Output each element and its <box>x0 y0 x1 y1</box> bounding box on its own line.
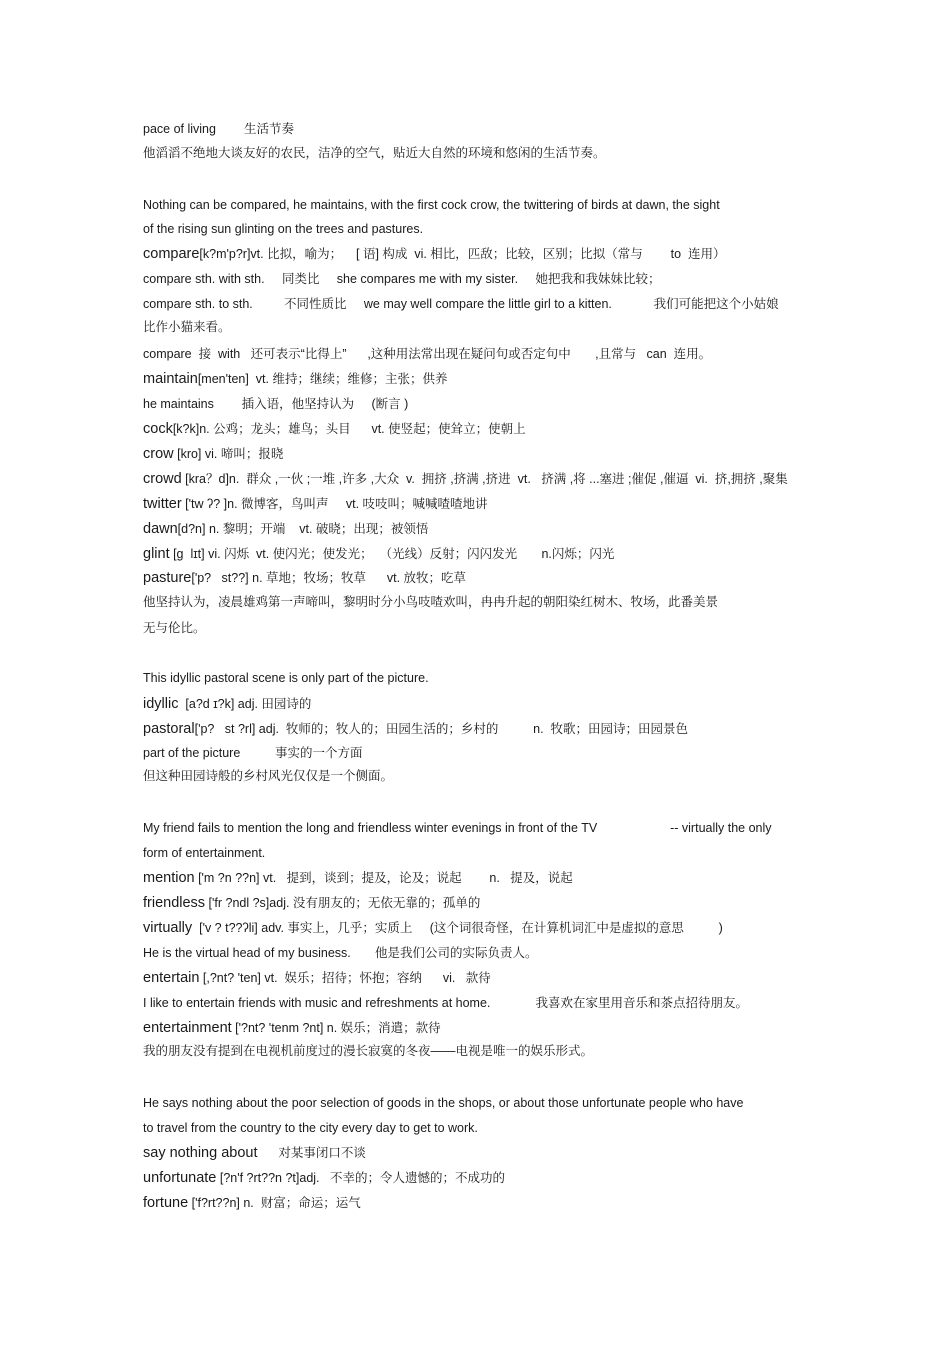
line-part-of-picture <box>143 745 363 761</box>
line-text: 他坚持认为，凌晨雄鸡第一声啼叫，黎明时分小鸟吱喳欢叫，冉冉升起的朝阳染红树木、牧场，此番美景 <box>143 595 719 609</box>
line-text: I like to entertain friends with music and refreshments at home. 我喜欢在家里用音乐和茶点招待朋友。 <box>143 996 749 1010</box>
entry-friendless <box>143 895 480 911</box>
entry-pastoral <box>143 721 688 737</box>
line-text: part of the picture 事实的一个方面 <box>143 746 363 760</box>
line-text: My friend fails to mention the long and friendless winter evenings in front of the TV -- virtually the only <box>143 821 772 835</box>
line-text: compare 接 with 还可表示“比得上” ,这种用法常出现在疑问句或否定句中 ,且常与 can 连用。 <box>143 347 712 361</box>
entry-maintain <box>143 371 447 387</box>
definition: [g lɪt] vi. 闪烁 vt. 使闪光；使发光； （光线）反射；闪闪发光 n.闪烁；闪光 <box>169 547 615 561</box>
entry-crowd <box>143 471 788 487</box>
line-compare-to <box>143 296 779 312</box>
line-text: 无与伦比。 <box>143 621 206 635</box>
definition: [kro] vi. 啼叫；报晓 <box>173 447 284 461</box>
line-translation-1 <box>143 145 606 161</box>
definition: [kra？d]n. 群众 ,一伙 ;一堆 ,许多 ,大众 v. 拥挤 ,挤满 ,挤进 vt. 挤满 ,将 ...塞进 ;催促 ,催逼 vi. 挤,拥挤 ,聚集 <box>181 472 788 486</box>
definition: ['m ?n ??n] vt. 提到，谈到；提及，论及；说起 n. 提及，说起 <box>194 871 573 885</box>
phrase-gloss: 生活节奏 <box>243 122 294 136</box>
headword: crow <box>143 446 174 462</box>
line-translation-2b <box>143 620 206 636</box>
line-text: compare sth. with sth. 同类比 she compares me with my sister. 她把我和我妹妹比较； <box>143 272 661 286</box>
line-virtual-example <box>143 945 538 961</box>
headword: maintain <box>143 371 198 387</box>
headword: unfortunate <box>143 1170 217 1186</box>
line-text: he maintains 插入语，他坚持认为 (断言 ) <box>143 397 409 411</box>
line-text: form of entertainment. <box>143 846 266 860</box>
definition: [k?k]n. 公鸡；龙头；雄鸟；头目 vt. 使竖起；使耸立；使朝上 <box>172 422 526 436</box>
definition: 对某事闭口不谈 <box>257 1146 366 1160</box>
headword: entertainment <box>143 1020 232 1036</box>
entry-fortune <box>143 1195 361 1211</box>
line-compare-with <box>143 271 660 287</box>
entry-cock <box>143 421 526 437</box>
line-text: 比作小猫来看。 <box>143 320 231 334</box>
line-text: This idyllic pastoral scene is only part of the picture. <box>143 671 429 685</box>
line-text: 我的朋友没有提到在电视机前度过的漫长寂寞的冬夜——电视是唯一的娱乐形式。 <box>143 1044 594 1058</box>
definition: ['?nt? 'tenm ?nt] n. 娱乐；消遣；款待 <box>231 1021 441 1035</box>
entry-entertainment <box>143 1020 441 1036</box>
entry-say-nothing-about <box>143 1145 366 1161</box>
line-sentence-1a <box>143 197 720 213</box>
headword: twitter <box>143 496 182 512</box>
line-text: He is the virtual head of my business. 他是我们公司的实际负责人。 <box>143 946 538 960</box>
line-translation-3 <box>143 768 393 784</box>
headword: glint <box>143 546 170 562</box>
entry-pasture <box>143 570 466 586</box>
definition: ['tw ʔ? ]n. 微博客，鸟叫声 vt. 吱吱叫；喊喊喳喳地讲 <box>181 497 488 511</box>
definition: [men'ten] vt. 维持；继续；维修；主张；供养 <box>197 372 448 386</box>
headword: fortune <box>143 1195 189 1211</box>
line-pace-of-living <box>143 121 294 137</box>
definition: ['fr ?ndl ?s]adj. 没有朋友的；无依无靠的；孤单的 <box>205 896 481 910</box>
headword: friendless <box>143 895 206 911</box>
headword: compare <box>143 246 200 262</box>
headword: pasture <box>143 570 192 586</box>
entry-crow <box>143 446 283 462</box>
line-text: of the rising sun glinting on the trees and pastures. <box>143 222 424 236</box>
line-text: 他滔滔不绝地大谈友好的农民，洁净的空气，贴近大自然的环境和悠闲的生活节奏。 <box>143 146 606 160</box>
definition: [?n'f ?rt??n ?t]adj. 不幸的；令人遗憾的；不成功的 <box>216 1171 505 1185</box>
definition: [,?nt? 'ten] vt. 娱乐；招待；怀抱；容纳 vi. 款待 <box>199 971 491 985</box>
line-sentence-3a <box>143 820 772 836</box>
line-he-maintains <box>143 396 408 412</box>
entry-unfortunate <box>143 1170 505 1186</box>
line-sentence-1b <box>143 221 423 237</box>
entry-virtually <box>143 920 723 936</box>
line-sentence-2 <box>143 670 429 686</box>
definition: ['p? st??] n. 草地；牧场；牧草 vt. 放牧；吃草 <box>191 571 467 585</box>
line-text: compare sth. to sth. 不同性质比 we may well compare the little girl to a kitten. 我们可能把这个小姑娘 <box>143 297 779 311</box>
headword: virtually <box>143 920 193 936</box>
headword: say nothing about <box>143 1145 258 1161</box>
headword: crowd <box>143 471 182 487</box>
entry-dawn <box>143 521 428 537</box>
line-sentence-3b <box>143 845 265 861</box>
line-sentence-4b <box>143 1120 478 1136</box>
line-entertain-example <box>143 995 748 1011</box>
entry-mention <box>143 870 573 886</box>
definition: ['v ? t??ʔli] adv. 事实上，几乎；实质上 (这个词很奇怪，在计算机词汇中是虚拟的意思 ) <box>192 921 723 935</box>
line-translation-2a <box>143 594 718 610</box>
line-compare-note <box>143 346 711 362</box>
line-translation-4 <box>143 1043 593 1059</box>
entry-compare <box>143 246 725 262</box>
definition: ['f?rt??n] n. 财富；命运；运气 <box>188 1196 361 1210</box>
phrase-text: pace of living <box>143 122 216 136</box>
entry-entertain <box>143 970 491 986</box>
entry-idyllic <box>143 696 311 712</box>
line-compare-to-cont <box>143 319 231 335</box>
headword: dawn <box>143 521 178 537</box>
headword: mention <box>143 870 195 886</box>
definition: ['p? st ?rl] adj. 牧师的；牧人的；田园生活的；乡村的 n. 牧歌；田园诗；田园景色 <box>194 722 689 736</box>
entry-twitter <box>143 496 488 512</box>
line-sentence-4a <box>143 1095 743 1111</box>
definition: [a?d ɪ?k] adj. 田园诗的 <box>178 697 312 711</box>
definition: [d?n] n. 黎明；开端 vt. 破晓；出现；被领悟 <box>177 522 429 536</box>
definition: [k?m'p?r]vt. 比拟，喻为； [ 语] 构成 vi. 相比，匹敌；比较，区别；比拟（常与 to 连用） <box>199 247 726 261</box>
headword: cock <box>143 421 173 437</box>
line-text: Nothing can be compared, he maintains, with the first cock crow, the twittering of birds at dawn, the sight <box>143 198 720 212</box>
entry-glint <box>143 546 614 562</box>
line-text: 但这种田园诗般的乡村风光仅仅是一个侧面。 <box>143 769 394 783</box>
headword: pastoral <box>143 721 195 737</box>
headword: entertain <box>143 970 200 986</box>
line-text: He says nothing about the poor selection of goods in the shops, or about those unfortunate people who have <box>143 1096 744 1110</box>
headword: idyllic <box>143 696 179 712</box>
line-text: to travel from the country to the city every day to get to work. <box>143 1121 478 1135</box>
